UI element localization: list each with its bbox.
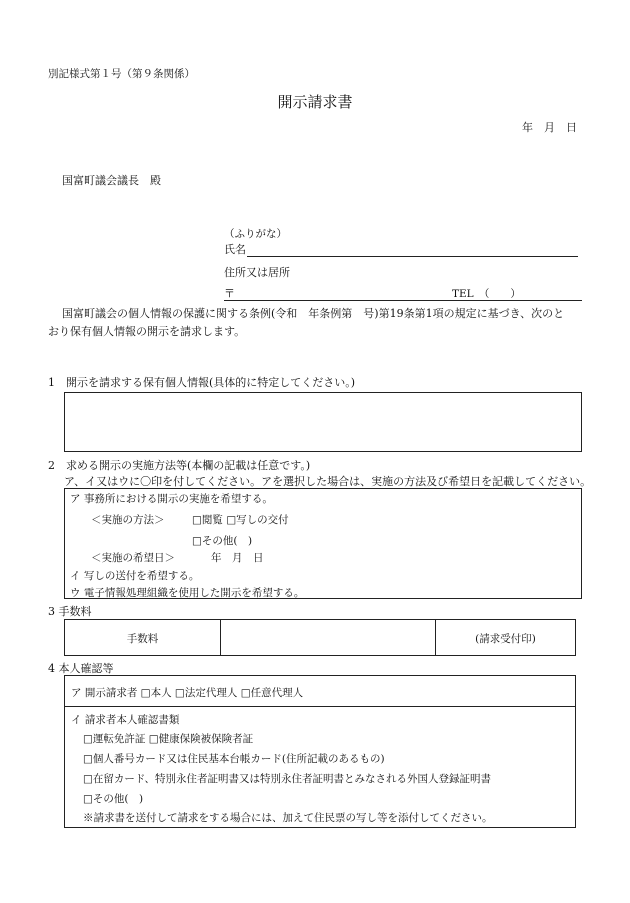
requester-type[interactable]: ア 開示請求者 □本人 □法定代理人 □任意代理人 [71,687,304,699]
section2-heading: 2 求める開示の実施方法等(本欄の記載は任意です。) [48,459,311,472]
address-field[interactable] [224,300,582,301]
fee-table [64,619,576,656]
method-other[interactable]: □その他( ) [192,535,253,547]
section4-heading: 4 本人確認等 [48,662,114,675]
hope-date[interactable]: 年 月 日 [211,552,264,564]
section3-heading: 3 手数料 [48,605,92,618]
intro-line-2: おり保有個人情報の開示を請求します。 [48,325,246,338]
fee-label: 手数料 [126,633,159,645]
identity-box [64,675,576,828]
postal-mark: 〒 [224,287,235,300]
option-i[interactable]: イ 写しの送付を希望する。 [70,570,200,582]
date-line: 年 月 日 [522,121,577,134]
requested-info-box[interactable] [64,392,582,452]
address-label: 住所又は居所 [224,266,290,279]
identity-divider [65,706,575,707]
receipt-stamp-label: (請求受付印) [475,633,536,645]
date-label: ＜実施の希望日＞ [91,552,175,564]
form-id: 別記様式第１号（第９条関係） [48,68,195,80]
option-a[interactable]: ア 事務所における開示の実施を希望する。 [70,493,273,505]
id-doc-2[interactable]: □個人番号カード又は住民基本台帳カード(住所記載のあるもの) [83,753,385,765]
section2-note: ア、イ又はウに〇印を付してください。アを選択した場合は、実施の方法及び希望日を記載してください。 [64,475,592,488]
tel-label: TEL （ ） [452,288,521,300]
id-doc-1[interactable]: □運転免許証 □健康保険被保険者証 [83,733,254,745]
page-title: 開示請求書 [277,93,353,111]
id-doc-4[interactable]: □その他( ) [83,793,144,805]
id-docs-heading: イ 請求者本人確認書類 [71,714,180,726]
intro-line-1: 国富町議会の個人情報の保護に関する条例(令和 年条例第 号)第19条第1項の規定に基づき、次のと [62,307,565,320]
furigana-label: （ふりがな） [224,228,287,240]
section1-heading: 1 開示を請求する保有個人情報(具体的に特定してください。) [48,376,356,389]
name-label: 氏名 [224,243,246,256]
id-doc-3[interactable]: □在留カード、特別永住者証明書又は特別永住者証明書とみなされる外国人登録証明書 [83,773,491,785]
method-label: ＜実施の方法＞ [91,514,165,526]
method-options[interactable]: □閲覧 □写しの交付 [192,514,289,526]
method-box [64,488,582,599]
option-u[interactable]: ウ 電子情報処理組織を使用した開示を希望する。 [70,587,305,599]
name-field[interactable] [247,256,578,257]
addressee: 国富町議会議長 殿 [62,174,161,187]
fee-amount-field[interactable] [221,620,434,655]
footnote: ※請求書を送付して請求をする場合には、加えて住民票の写し等を添付してください。 [83,812,493,824]
